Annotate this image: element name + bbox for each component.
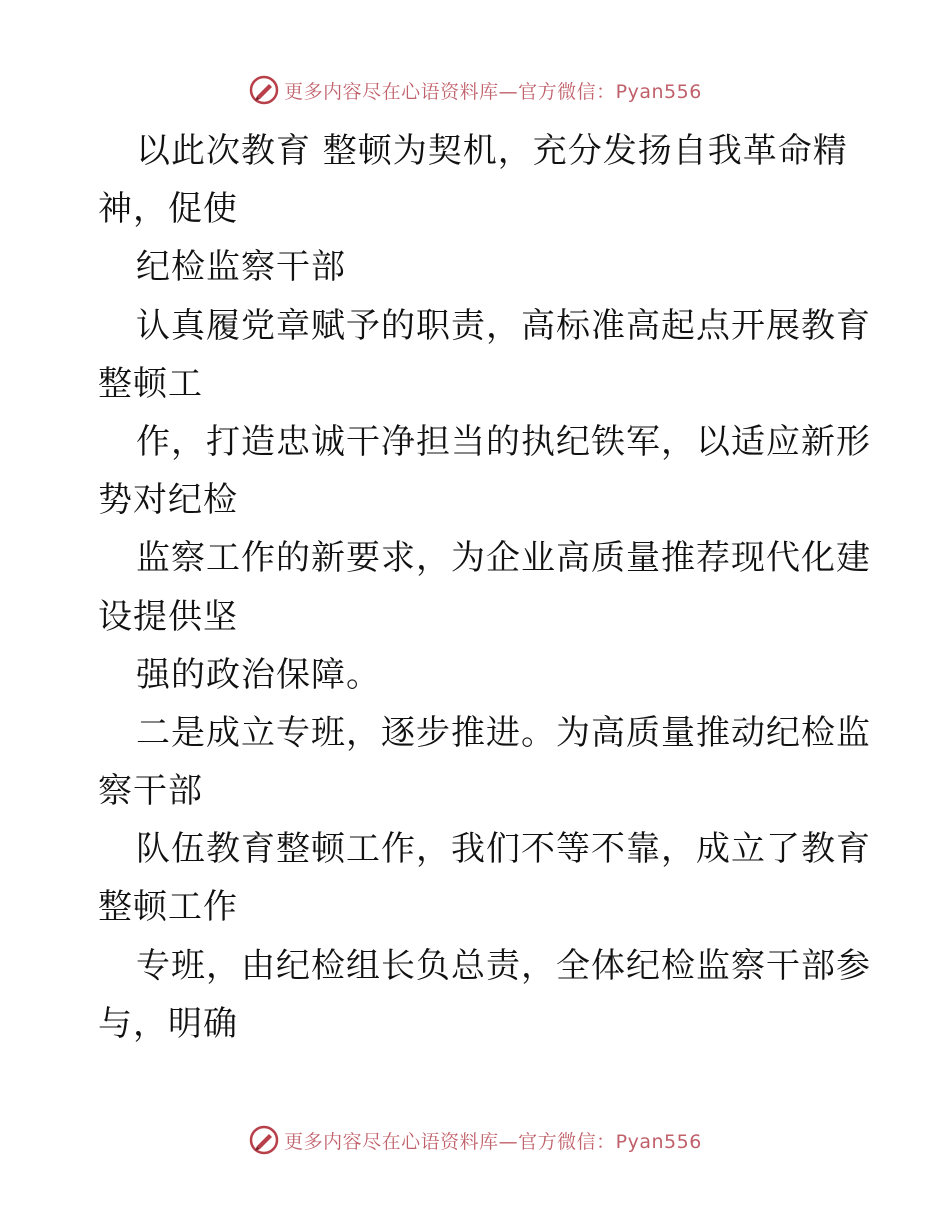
paragraph-line: 作，打造忠诚干净担当的执纪铁军，以适应新形	[136, 421, 871, 462]
paragraph-line: 整顿工	[98, 363, 203, 404]
paragraph-line: 与，明确	[98, 1003, 238, 1044]
paragraph-line: 势对纪检	[98, 480, 238, 521]
paragraph-line: 专班，由纪检组长负总责，全体纪检监察干部参	[136, 945, 871, 986]
paragraph-line: 认真履党章赋予的职责，高标准高起点开展教育	[136, 305, 871, 346]
paragraph-line: 设提供坚	[98, 596, 238, 637]
paragraph-line: 纪检监察干部	[136, 247, 346, 288]
footer-banner-text: 更多内容尽在心语资料库—官方微信：Pyan556	[284, 1130, 702, 1153]
paragraph-line: 神，促使	[98, 189, 238, 230]
pen-logo-icon	[248, 1124, 280, 1156]
paragraph-line: 整顿工作	[98, 887, 238, 928]
paragraph-line: 强的政治保障。	[136, 654, 381, 695]
paragraph-line: 监察工作的新要求，为企业高质量推荐现代化建	[136, 538, 871, 579]
header-banner	[0, 70, 950, 110]
paragraph-line: 队伍教育整顿工作，我们不等不靠，成立了教育	[136, 829, 871, 870]
document-body	[98, 122, 871, 1053]
paragraph-line: 二是成立专班，逐步推进。为高质量推动纪检监	[136, 712, 871, 753]
paragraph-line: 以此次教育 整顿为契机，充分发扬自我革命精	[136, 131, 848, 171]
footer-banner	[0, 1120, 950, 1160]
header-banner-text: 更多内容尽在心语资料库—官方微信：Pyan556	[284, 80, 702, 103]
paragraph-line: 察干部	[98, 771, 203, 812]
pen-logo-icon	[248, 74, 280, 106]
